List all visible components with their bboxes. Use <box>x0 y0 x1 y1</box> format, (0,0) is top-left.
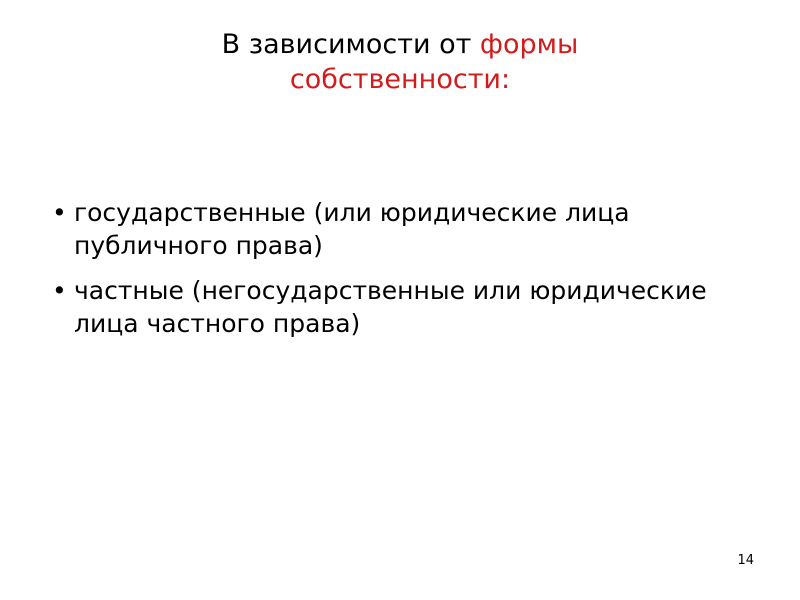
title-accent-word: формы <box>479 29 579 60</box>
title-lead-text: В зависимости от <box>221 29 480 60</box>
bullet-marker-icon: • <box>52 276 67 305</box>
list-item <box>52 196 752 262</box>
list-item <box>52 274 752 340</box>
page-title <box>60 28 740 97</box>
title-accent-word-2: собственности: <box>289 63 511 95</box>
bullet-marker-icon: • <box>52 198 67 227</box>
page-number: 14 <box>737 553 754 568</box>
bullet-list <box>52 196 752 352</box>
list-item-label: частные (негосударственные или юридические лица частного права) <box>74 276 707 338</box>
list-item-label: государственные (или юридические лица публичного права) <box>74 198 630 260</box>
